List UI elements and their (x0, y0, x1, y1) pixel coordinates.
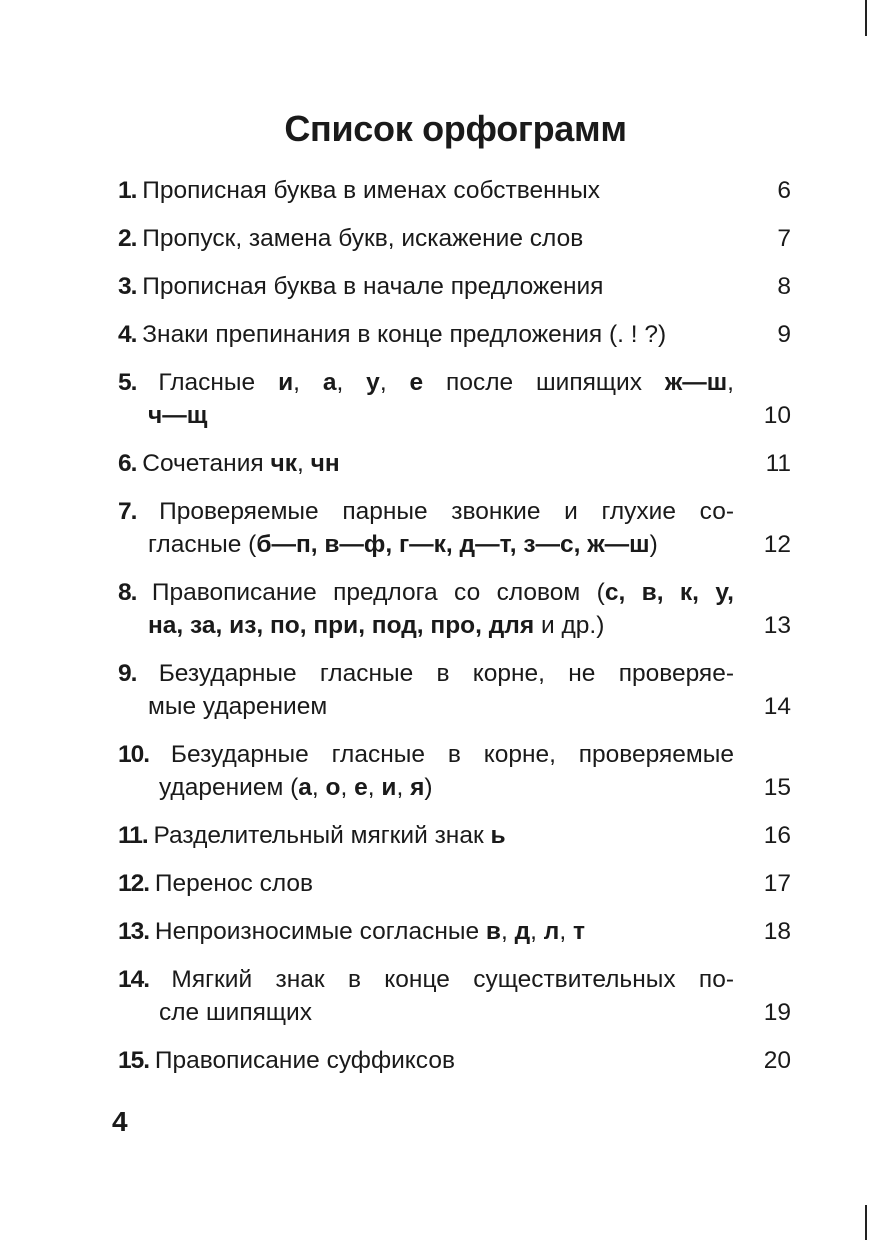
toc-entry-number: 8. (118, 579, 152, 606)
toc-entry-text-segment: чк (270, 450, 297, 477)
toc-entry-text-segment: Знаки препинания в конце предложения (. ! ?) (142, 321, 667, 348)
toc-entry-text-segment: Гласные (158, 369, 279, 396)
toc-entry (118, 915, 791, 948)
toc-entry (118, 576, 791, 642)
toc-entry-text-segment: , (530, 918, 544, 945)
toc-entry-text-segment: ) (424, 774, 433, 801)
page-title: Список орфограмм (284, 108, 627, 149)
toc-entry-text-segment: , (500, 918, 515, 945)
toc-entry-text (118, 738, 734, 804)
toc-entry-text-segment: ж—ш (664, 369, 728, 396)
toc-entry-text-segment: после шипящих (423, 369, 665, 396)
toc-entry-text-segment: , (340, 774, 355, 801)
toc-entry (118, 222, 791, 255)
toc-entry-number: 4. (118, 321, 143, 348)
toc-entry-line (118, 819, 734, 852)
toc-entry-text (118, 495, 734, 561)
toc-entry-text-segment: мые ударением (148, 693, 328, 720)
toc-entry (118, 657, 791, 723)
toc-entry-text-segment: е (409, 369, 424, 396)
toc-entry-text-segment: а (298, 774, 312, 801)
toc-entry-text-segment: Правописание суффиксов (154, 1047, 455, 1074)
toc-entry-text-segment: , (296, 450, 311, 477)
toc-entry (118, 495, 791, 561)
toc-entry-text-segment: ь (490, 822, 506, 849)
toc-entry-line (118, 657, 734, 690)
toc-entry-text-segment: , (367, 774, 382, 801)
toc-entry-text-segment: Непроизносимые согласные (154, 918, 486, 945)
toc-entry-text-segment: Безударные гласные в корне, не проверяе- (158, 660, 734, 687)
toc-entry-page: 16 (763, 822, 791, 849)
toc-entry (118, 270, 791, 303)
toc-entry-text-segment: и (278, 369, 294, 396)
toc-entry-text-segment: ч—щ (148, 402, 208, 429)
toc-entry-text-segment: , (311, 774, 326, 801)
toc-entry-line (118, 495, 734, 528)
toc-entry-page: 14 (763, 693, 791, 720)
toc-entry-text (118, 1044, 734, 1077)
toc-entry-text-segment: Сочетания (142, 450, 271, 477)
toc-entry-page: 18 (763, 918, 791, 945)
toc-entry-continuation (118, 996, 734, 1029)
toc-entry-line (118, 867, 734, 900)
toc-entry-text-segment: , (336, 369, 367, 396)
toc-entry-continuation (118, 399, 734, 432)
toc-entry (118, 819, 791, 852)
toc-entry-page: 8 (777, 273, 791, 300)
toc-entry-continuation (118, 609, 734, 642)
toc-entry-text-segment: в (485, 918, 501, 945)
toc-entry-text-segment: на, за, из, по, при, под, про, для (148, 612, 535, 639)
toc-entry-page: 10 (763, 402, 791, 429)
toc-entry-page: 19 (763, 999, 791, 1026)
toc-entry-continuation (118, 690, 734, 723)
toc-entry (118, 318, 791, 351)
toc-entry-number: 5. (118, 369, 159, 396)
toc-entry-number: 15. (118, 1047, 155, 1074)
toc-entry-text-segment: Правописание предлога со словом ( (151, 579, 605, 606)
toc-entry-text-segment: ударением ( (159, 774, 299, 801)
toc-entry-text-segment: б—п, в—ф, г—к, д—т, з—с, ж—ш (256, 531, 650, 558)
toc-entry-text-segment: л (543, 918, 560, 945)
toc-entry-line (118, 174, 734, 207)
toc-entry-text (118, 657, 734, 723)
toc-entry-page: 15 (763, 774, 791, 801)
toc-entry-text (118, 318, 734, 351)
toc-entry-text-segment: Перенос слов (154, 870, 314, 897)
toc-entry-text-segment: Пропуск, замена букв, искажение слов (142, 225, 584, 252)
toc-entry (118, 867, 791, 900)
toc-entry-number: 7. (118, 498, 160, 525)
toc-entry-text-segment: Проверяемые парные звонкие и глухие со- (159, 498, 734, 525)
toc-entry-text-segment: , (396, 774, 411, 801)
toc-entry-number: 10. (118, 741, 171, 768)
toc-entry-text-segment: чн (310, 450, 340, 477)
toc-entry-text (118, 576, 734, 642)
toc-entry-page: 17 (763, 870, 791, 897)
toc-entry-number: 13. (118, 918, 155, 945)
toc-entry-page: 7 (777, 225, 791, 252)
toc-entry-page: 20 (763, 1047, 791, 1074)
toc-entry-text-segment: с, в, к, у, (604, 579, 734, 606)
toc-entry-number: 3. (118, 273, 143, 300)
toc-entry-text-segment: у (366, 369, 380, 396)
toc-entry-page: 11 (765, 450, 791, 477)
toc-entry-page: 13 (763, 612, 791, 639)
toc-entry-text (118, 270, 734, 303)
toc-entry-text-segment: Мягкий знак в конце существительных по- (171, 966, 734, 993)
toc-entry-line (118, 222, 734, 255)
toc-entry-text-segment: ) (649, 531, 658, 558)
page-number: 4 (112, 1106, 128, 1137)
toc-entry-text (118, 819, 734, 852)
toc-entry-number: 12. (118, 870, 155, 897)
crop-mark-top (865, 0, 867, 36)
toc-entry-number: 2. (118, 225, 143, 252)
toc-entry-text-segment: , (559, 918, 573, 945)
toc-entry-text (118, 447, 734, 480)
toc-entry-line (118, 963, 734, 996)
table-of-contents (118, 174, 791, 1092)
toc-entry-text (118, 366, 734, 432)
toc-entry-line (118, 447, 734, 480)
toc-entry-page: 9 (777, 321, 791, 348)
toc-entry-line (118, 270, 734, 303)
toc-entry-text-segment: , (727, 369, 734, 396)
toc-entry-text-segment: Прописная буква в начале предложения (142, 273, 604, 300)
toc-entry-line (118, 738, 734, 771)
toc-entry-text-segment: и (381, 774, 397, 801)
toc-entry-text-segment: , (293, 369, 323, 396)
toc-entry-text-segment: Прописная буква в именах собственных (142, 177, 601, 204)
toc-entry-text-segment: а (322, 369, 337, 396)
toc-entry (118, 1044, 791, 1077)
toc-entry-number: 6. (118, 450, 143, 477)
toc-entry-text-segment: я (410, 774, 425, 801)
toc-entry-continuation (118, 771, 734, 804)
toc-entry-text-segment: Разделительный мягкий знак (153, 822, 491, 849)
toc-entry-text-segment: сле шипящих (159, 999, 312, 1026)
toc-entry-text-segment: е (354, 774, 368, 801)
toc-entry-number: 1. (118, 177, 143, 204)
toc-entry-line (118, 318, 734, 351)
toc-entry-text (118, 963, 734, 1029)
toc-entry-text-segment: о (325, 774, 341, 801)
toc-entry-text-segment: гласные ( (148, 531, 257, 558)
toc-entry-line (118, 366, 734, 399)
toc-entry-text-segment: т (572, 918, 585, 945)
toc-entry (118, 447, 791, 480)
toc-entry-line (118, 576, 734, 609)
toc-entry-number: 9. (118, 660, 159, 687)
toc-entry-text-segment: Безударные гласные в корне, проверяемые (170, 741, 734, 768)
toc-entry (118, 963, 791, 1029)
toc-entry (118, 738, 791, 804)
toc-entry-text-segment: , (379, 369, 410, 396)
toc-entry-text (118, 174, 734, 207)
toc-entry-text (118, 915, 734, 948)
toc-entry-number: 14. (118, 966, 172, 993)
toc-entry-text (118, 222, 734, 255)
toc-entry (118, 174, 791, 207)
toc-entry-text-segment: и др.) (534, 612, 605, 639)
toc-entry-number: 11. (118, 822, 154, 849)
toc-entry-line (118, 915, 734, 948)
toc-entry (118, 366, 791, 432)
toc-entry-continuation (118, 528, 734, 561)
toc-entry-text (118, 867, 734, 900)
toc-entry-text-segment: д (514, 918, 531, 945)
toc-entry-page: 12 (763, 531, 791, 558)
crop-mark-bottom (865, 1205, 867, 1240)
toc-entry-line (118, 1044, 734, 1077)
toc-entry-page: 6 (777, 177, 791, 204)
